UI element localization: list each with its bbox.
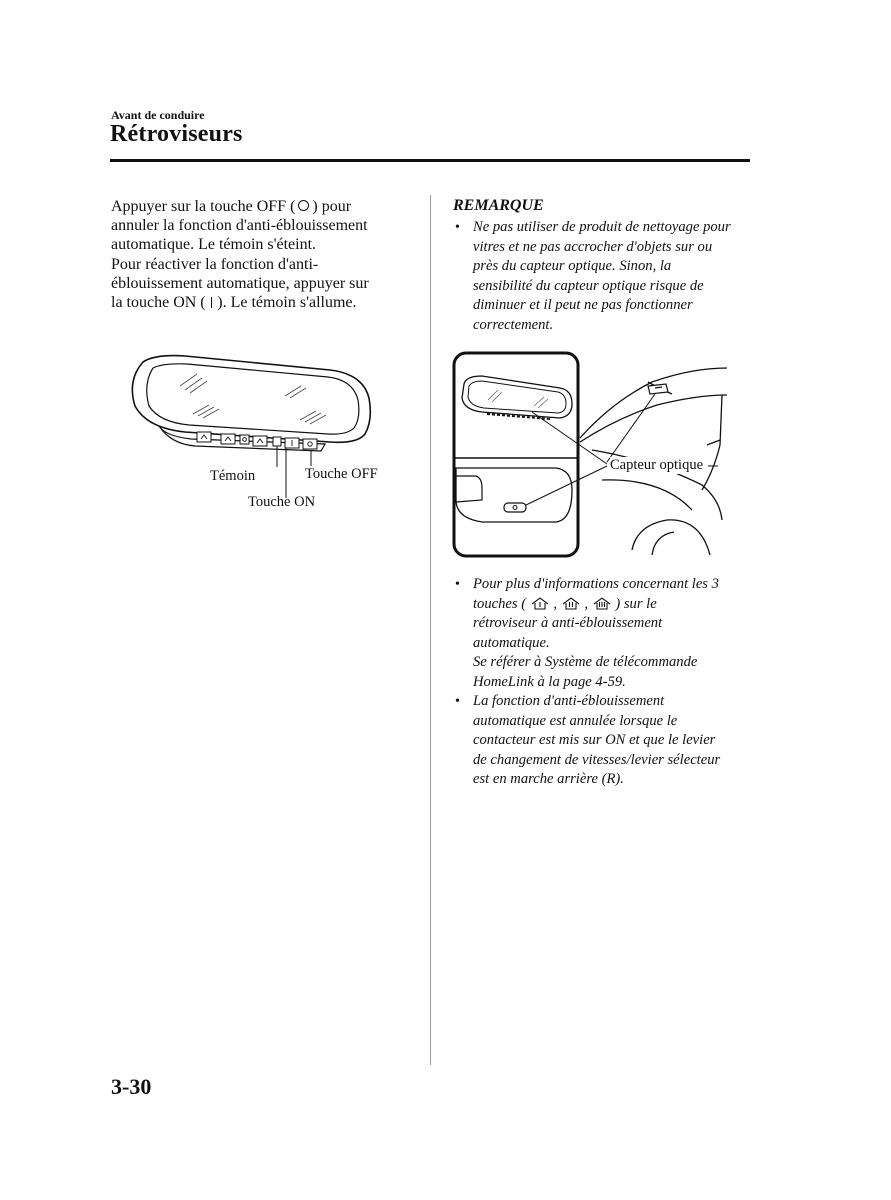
homelink-button-1-icon bbox=[530, 596, 550, 611]
remark-line: correctement. bbox=[473, 316, 554, 333]
left-column-text bbox=[111, 197, 411, 312]
temoin-label: Témoin bbox=[210, 468, 256, 484]
remark-line: rétroviseur à anti-éblouissement bbox=[473, 615, 663, 631]
remark-line: La fonction d'anti-éblouissement bbox=[473, 693, 665, 709]
bullet-icon: • bbox=[455, 694, 460, 709]
homelink-button-2-icon bbox=[561, 596, 581, 611]
bullet-icon: • bbox=[455, 577, 460, 592]
text-segment: la touche ON ( bbox=[111, 294, 206, 312]
text-line bbox=[111, 293, 411, 312]
remark-line: vitres et ne pas accrocher d'objets sur ou bbox=[473, 238, 713, 255]
remark-line: HomeLink à la page 4-59. bbox=[473, 673, 626, 690]
text-line: automatique. Le témoin s'éteint. bbox=[111, 236, 317, 254]
remark-line: automatique est annulée lorsque le bbox=[473, 712, 678, 729]
page-number: 3-30 bbox=[111, 1074, 152, 1099]
remark-line: diminuer et il peut ne pas fonctionner bbox=[473, 297, 693, 313]
remark-line bbox=[453, 595, 753, 615]
touche-off-label: Touche OFF bbox=[305, 466, 378, 482]
car-interior-icon bbox=[452, 350, 732, 560]
text-segment: ) pour bbox=[312, 198, 352, 215]
text-segment: ) sur le bbox=[615, 595, 657, 612]
text-segment: touches ( bbox=[473, 595, 527, 612]
remark-line: automatique. bbox=[473, 634, 550, 651]
remark-line: contacteur est mis sur ON et que le levier bbox=[473, 732, 716, 748]
remark-bullet-2 bbox=[453, 575, 753, 692]
off-symbol-icon bbox=[298, 200, 309, 211]
title-rule bbox=[110, 159, 750, 162]
text-segment: , bbox=[584, 595, 589, 612]
remark-bullet-1 bbox=[453, 218, 753, 335]
column-divider bbox=[430, 195, 431, 1065]
remark-line: Ne pas utiliser de produit de nettoyage pour bbox=[473, 219, 731, 235]
mirror-illustration bbox=[125, 350, 395, 520]
remark-line: Pour plus d'informations concernant les 3 bbox=[473, 576, 719, 592]
remark-line: près du capteur optique. Sinon, la bbox=[473, 258, 672, 274]
remark-line: est en marche arrière (R). bbox=[473, 771, 624, 787]
touche-on-label: Touche ON bbox=[248, 494, 316, 510]
page-title: Rétroviseurs bbox=[110, 121, 243, 147]
remark-line: de changement de vitesses/levier sélecteur bbox=[473, 751, 721, 768]
remark-line: sensibilité du capteur optique risque de bbox=[473, 277, 704, 294]
text-segment: , bbox=[553, 595, 558, 612]
homelink-button-3-icon bbox=[592, 596, 612, 611]
text-line: éblouissement automatique, appuyer sur bbox=[111, 274, 369, 292]
text-line bbox=[111, 197, 411, 216]
bullet-icon: • bbox=[455, 220, 460, 235]
remark-heading: REMARQUE bbox=[453, 197, 544, 214]
optical-sensor-illustration bbox=[452, 350, 732, 560]
remark-bullet-3 bbox=[453, 692, 753, 790]
remark-line: Se référer à Système de télécommande bbox=[473, 654, 698, 670]
on-symbol-icon bbox=[211, 297, 213, 308]
text-line: Pour réactiver la fonction d'anti- bbox=[111, 255, 319, 273]
text-segment: Appuyer sur la touche OFF ( bbox=[111, 198, 296, 215]
capteur-optique-label: Capteur optique bbox=[610, 457, 704, 473]
text-line: annuler la fonction d'anti-éblouissement bbox=[111, 217, 368, 235]
section-label: Avant de conduire bbox=[111, 108, 205, 122]
text-segment: ). Le témoin s'allume. bbox=[217, 294, 357, 312]
